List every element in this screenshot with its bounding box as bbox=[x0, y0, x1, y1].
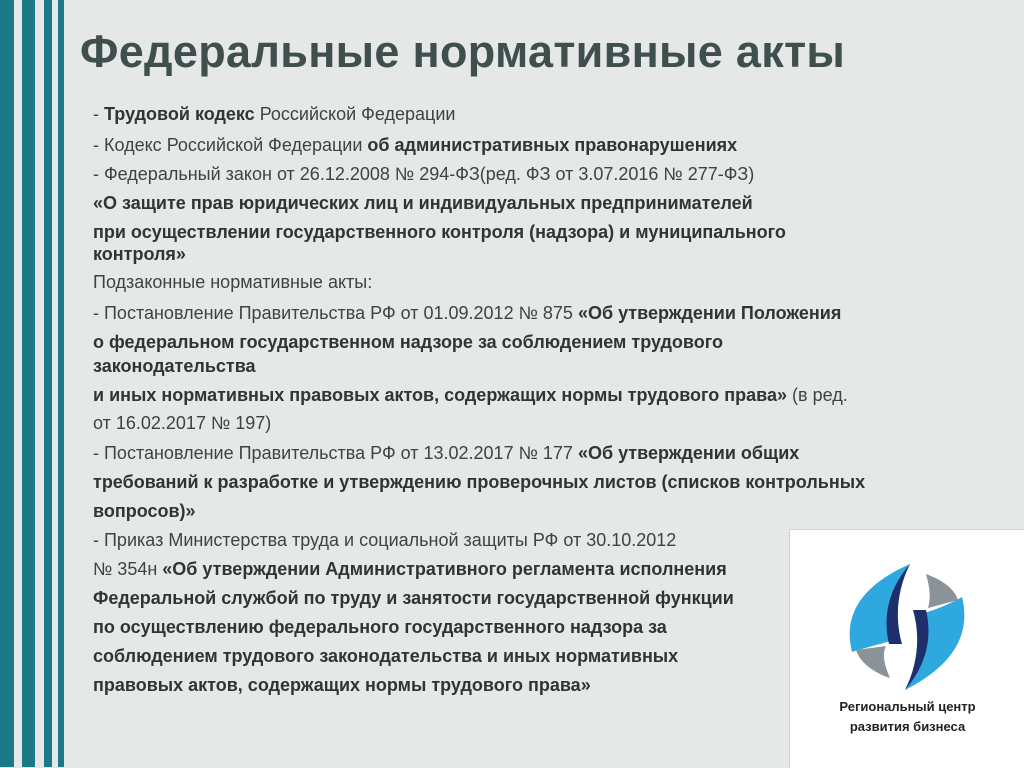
text-line: при осуществлении государственного контроля (надзора) и муниципального bbox=[93, 222, 786, 242]
text-line: «О защите прав юридических лиц и индивидуальных предпринимателей bbox=[93, 193, 753, 213]
text-line: и иных нормативных правовых актов, содержащих нормы трудового права» (в ред. bbox=[93, 385, 848, 405]
logo-caption-line-1: Региональный центр bbox=[839, 699, 976, 714]
logo-caption-line-2: развития бизнеса bbox=[849, 719, 966, 734]
decor-stripe-4 bbox=[58, 0, 64, 767]
text-line: соблюдением трудового законодательства и иных нормативных bbox=[93, 646, 679, 666]
decor-stripe-2 bbox=[22, 0, 35, 767]
regional-center-logo-icon bbox=[790, 552, 1024, 702]
text-line: вопросов)» bbox=[93, 501, 196, 521]
text-line: о федеральном государственном надзоре за соблюдением трудового bbox=[93, 332, 724, 352]
logo-card bbox=[789, 529, 1024, 768]
text-line: правовых актов, содержащих нормы трудового права» bbox=[93, 675, 591, 695]
text-line: законодательства bbox=[93, 356, 256, 376]
text-line: Федеральной службой по труду и занятости государственной функции bbox=[93, 588, 734, 608]
text-line: - Постановление Правительства РФ от 01.09.2012 № 875 «Об утверждении Положения bbox=[93, 303, 842, 323]
text-line: по осуществлению федерального государственного надзора за bbox=[93, 617, 667, 637]
text-line: - Кодекс Российской Федерации об административных правонарушениях bbox=[93, 135, 738, 155]
decor-stripe-1 bbox=[0, 0, 14, 767]
text-line: - Постановление Правительства РФ от 13.02.2017 № 177 «Об утверждении общих bbox=[93, 443, 800, 463]
page-title: Федеральные нормативные акты bbox=[80, 26, 846, 77]
logo-gray-left bbox=[856, 646, 890, 678]
text-line: от 16.02.2017 № 197) bbox=[93, 413, 272, 433]
text-line: контроля» bbox=[93, 244, 186, 264]
decor-stripe-3 bbox=[44, 0, 52, 767]
text-line: требований к разработке и утверждению проверочных листов (списков контрольных bbox=[93, 472, 866, 492]
text-line: - Приказ Министерства труда и социальной защиты РФ от 30.10.2012 bbox=[93, 530, 677, 550]
text-line: - Трудовой кодекс Российской Федерации bbox=[93, 104, 456, 124]
text-line: Подзаконные нормативные акты: bbox=[93, 272, 373, 292]
text-line: № 354н «Об утверждении Административного регламента исполнения bbox=[93, 559, 727, 579]
text-line: - Федеральный закон от 26.12.2008 № 294-ФЗ(ред. ФЗ от 3.07.2016 № 277-ФЗ) bbox=[93, 164, 755, 184]
